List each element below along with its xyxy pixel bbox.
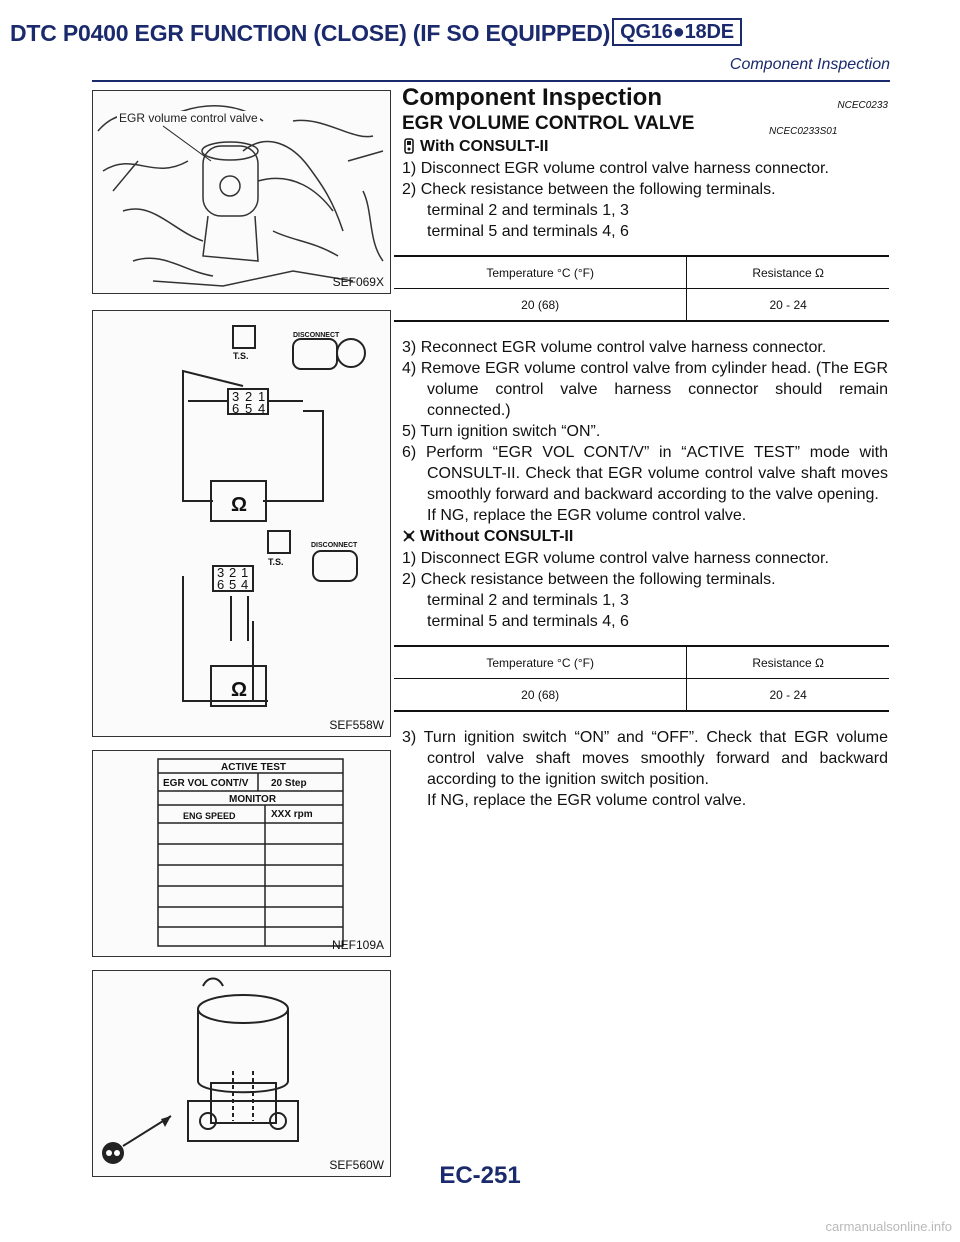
watermark: carmanualsonline.info — [825, 1219, 952, 1234]
pin-5-top: 5 — [245, 401, 253, 416]
pin-2-top: 2 — [245, 389, 253, 404]
table-header-resistance: Resistance Ω — [687, 646, 889, 679]
active-test-value: 20 Step — [271, 778, 307, 789]
step-a1-num: 1) — [402, 160, 417, 177]
main-content — [402, 84, 888, 811]
without-consult-label: Without CONSULT-II — [420, 528, 574, 545]
resistance-check-illustration — [93, 311, 390, 736]
pin-6-bottom: 6 — [217, 577, 225, 592]
consult-tool-icon — [402, 138, 416, 154]
table-header-resistance: Resistance Ω — [687, 256, 889, 289]
table-cell-temperature: 20 (68) — [521, 298, 560, 312]
pin-4-bottom: 4 — [241, 577, 249, 592]
engine-badge: QG16●18DE — [612, 18, 742, 46]
figure-active-test-screen — [92, 750, 391, 957]
table-cell-temperature: 20 (68) — [521, 688, 560, 702]
ignition-key-icon — [337, 339, 365, 367]
table-row — [394, 289, 889, 322]
step-b6-ng-note: If NG, replace the EGR volume control valve. — [427, 507, 747, 524]
section-title-text: Component Inspection — [402, 84, 662, 111]
table-cell-resistance: 20 - 24 — [687, 289, 889, 322]
pin-3-bottom: 3 — [217, 565, 225, 580]
step-a2-num: 2) — [402, 181, 417, 198]
pin-2-bottom: 2 — [229, 565, 237, 580]
step-b6 — [402, 442, 888, 526]
step-a2-terminal-line-2: terminal 5 and terminals 4, 6 — [427, 223, 629, 240]
active-test-heading: ACTIVE TEST — [221, 762, 287, 773]
step-c1 — [402, 548, 888, 569]
ts-label-bottom: T.S. — [268, 557, 284, 567]
figure-egr-valve-location — [92, 90, 391, 294]
disconnect-label-bottom: DISCONNECT — [311, 542, 358, 549]
step-a2 — [402, 179, 888, 242]
ohmmeter-symbol-top: Ω — [231, 494, 248, 516]
monitor-heading: MONITOR — [229, 794, 277, 805]
pin-4-top: 4 — [258, 401, 266, 416]
monitor-value: XXX rpm — [271, 809, 313, 820]
egr-valve-illustration — [93, 971, 390, 1176]
active-test-item: EGR VOL CONT/V — [163, 778, 249, 789]
step-c2-text: Check resistance between the following terminals. — [420, 571, 776, 588]
step-c2-terminal-line-2: terminal 5 and terminals 4, 6 — [427, 613, 629, 630]
table-row — [394, 679, 889, 712]
pin-3-top: 3 — [232, 389, 240, 404]
consult-tool-icon — [233, 326, 255, 348]
header-subtitle: Component Inspection — [729, 56, 890, 73]
ohmmeter-symbol-bottom: Ω — [231, 679, 248, 701]
subsection-title — [402, 112, 888, 136]
step-d3-num: 3) — [402, 729, 417, 746]
consult-screen-illustration — [93, 751, 390, 956]
pin-5-bottom: 5 — [229, 577, 237, 592]
step-b5-text: Turn ignition switch “ON”. — [420, 423, 601, 440]
step-b3 — [402, 337, 888, 358]
step-b6-text: Perform “EGR VOL CONT/V” in “ACTIVE TEST” mode with CONSULT-II. Check that EGR volume control valve shaft moves smoothly forward and backward according to the valve opening. — [425, 444, 888, 503]
with-consult-label: With CONSULT-II — [420, 138, 549, 155]
figure-caption-sef069x: SEF069X — [332, 275, 384, 289]
figure-egr-valve-removed — [92, 970, 391, 1177]
step-d3-ng-note: If NG, replace the EGR volume control valve. — [427, 792, 747, 809]
step-c2-num: 2) — [402, 571, 417, 588]
header-title-text: DTC P0400 EGR FUNCTION (CLOSE) (IF SO EQUIPPED) — [10, 20, 611, 46]
page-number: EC-251 — [439, 1162, 521, 1189]
subsection-title-text: EGR VOLUME CONTROL VALVE — [402, 113, 695, 134]
figure-caption-nef109a: NEF109A — [331, 938, 384, 952]
step-c1-num: 1) — [402, 550, 417, 567]
no-tools-icon — [402, 528, 416, 544]
ts-label-top: T.S. — [233, 351, 249, 361]
table-header-row — [394, 646, 889, 679]
disconnect-label-top: DISCONNECT — [293, 332, 340, 339]
monitor-item: ENG SPEED — [183, 811, 236, 821]
pin-1-top: 1 — [258, 389, 266, 404]
table-cell-resistance: 20 - 24 — [687, 679, 889, 712]
subsection-code: NCEC0233S01 — [769, 126, 838, 137]
pin-1-bottom: 1 — [241, 565, 249, 580]
step-d3-text: Turn ignition switch “ON” and “OFF”. Check that EGR volume control valve shaft moves smoothly forward and backward according to the ignition switch position. — [423, 729, 889, 788]
step-b6-num: 6) — [402, 444, 417, 461]
step-b4 — [402, 358, 888, 421]
resistance-spec-table-b — [394, 645, 889, 712]
step-c1-text: Disconnect EGR volume control valve harness connector. — [420, 550, 829, 567]
step-a2-text: Check resistance between the following terminals. — [420, 181, 776, 198]
connector-icon — [293, 339, 337, 369]
page-header-title — [10, 18, 742, 47]
egr-valve-callout: EGR volume control valve — [119, 111, 258, 125]
tool-icon — [102, 1142, 124, 1164]
table-header-row — [394, 256, 889, 289]
table-header-temperature: Temperature °C (°F) — [394, 256, 687, 289]
section-title — [402, 84, 888, 112]
step-b5 — [402, 421, 888, 442]
step-b4-text: Remove EGR volume control valve from cylinder head. (The EGR volume control valve harness connector should remain connected.) — [420, 360, 889, 419]
step-d3 — [402, 727, 888, 811]
pin-6-top: 6 — [232, 401, 240, 416]
step-b4-num: 4) — [402, 360, 417, 377]
step-a1-text: Disconnect EGR volume control valve harness connector. — [420, 160, 829, 177]
step-a1 — [402, 158, 888, 179]
step-b3-text: Reconnect EGR volume control valve harness connector. — [420, 339, 827, 356]
step-c2-terminal-line-1: terminal 2 and terminals 1, 3 — [427, 592, 629, 609]
step-b5-num: 5) — [402, 423, 417, 440]
figure-caption-sef560w: SEF560W — [329, 1158, 384, 1172]
header-divider — [92, 80, 890, 82]
figure-caption-sef558w: SEF558W — [329, 718, 384, 732]
without-consult-heading — [402, 526, 888, 548]
figure-resistance-check-diagram — [92, 310, 391, 737]
step-a2-terminal-line-1: terminal 2 and terminals 1, 3 — [427, 202, 629, 219]
step-b3-num: 3) — [402, 339, 417, 356]
section-code: NCEC0233 — [837, 100, 888, 111]
step-c2 — [402, 569, 888, 632]
resistance-spec-table-a — [394, 255, 889, 322]
table-header-temperature: Temperature °C (°F) — [394, 646, 687, 679]
